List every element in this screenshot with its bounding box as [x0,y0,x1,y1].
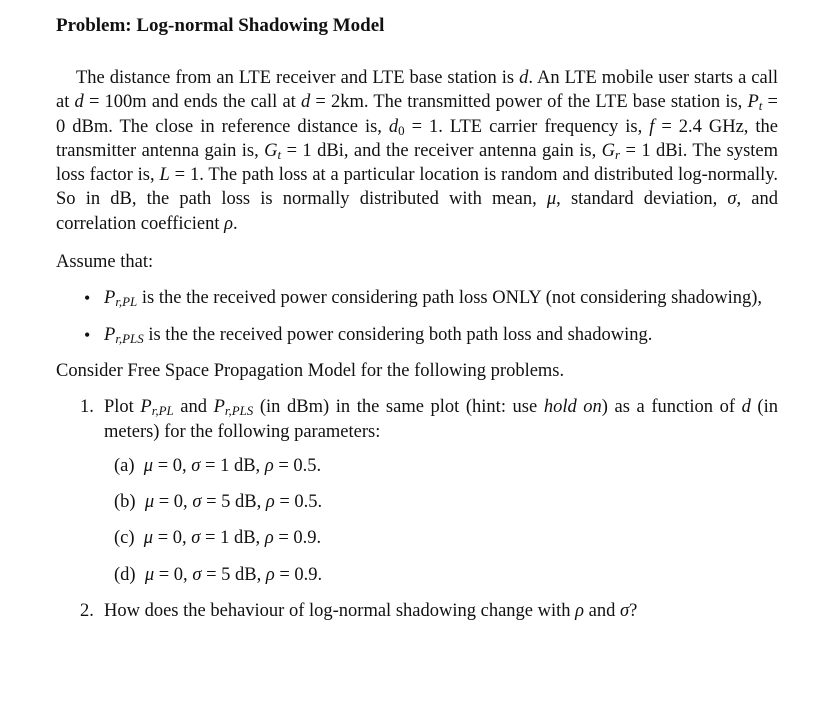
var-gr: G [601,140,615,161]
list-item [56,286,778,310]
var-mu: μ [546,189,557,210]
var-gt: G [264,140,278,161]
intro-text: = 1 dBi. The system loss factor is, [56,140,779,186]
list-item [104,490,778,514]
var-sigma: σ [192,492,202,513]
var-mu: μ [143,528,154,549]
var-d: d [74,92,84,113]
value-text: = 0, [153,455,192,476]
var-mu: μ [144,564,155,585]
var-pt-sub: t [758,98,763,114]
var-sigma: σ [727,189,737,210]
problem-text: and [584,601,620,622]
var-sigma: σ [191,528,201,549]
intro-paragraph [56,66,778,236]
intro-text: = 1. The path loss at a particular location is random and distributed log-normally. So in dB, the path loss is normally distributed with mean, [56,165,778,210]
var-p-sub: r,PLS [224,403,254,419]
value-text: = 0.5. [274,492,323,513]
intro-text: , and correlation coefficient [56,189,779,234]
var-d: d [741,397,751,418]
list-item [104,454,778,478]
var-p: P [104,324,116,345]
problem-text: (in dBm) in the same plot (hint: use [253,397,544,418]
bullet-icon: • [84,324,91,345]
var-sigma: σ [192,564,202,585]
problem-text: Plot [104,397,141,418]
sub-label: (b) [114,492,136,513]
list-item [56,323,778,347]
problem-2 [56,599,778,623]
sub-label: (c) [114,528,135,549]
var-rho: ρ [575,601,585,622]
problem-number: 1. [80,397,94,418]
intro-text: . An LTE mobile user starts a call at [56,68,778,113]
intro-text: The distance from an LTE receiver and LTE base station is [76,68,520,88]
list-item [104,526,778,550]
var-pt: P [747,92,759,113]
value-text: = 1 dB, [200,455,265,476]
assume-label: Assume that: [56,252,154,273]
sub-label: (d) [114,564,136,585]
problem-text: (in meters) for the following parameters: [104,397,778,442]
problem-text: How does the behaviour of log-normal shadowing change with [104,601,576,622]
var-rho: ρ [265,564,275,585]
intro-text: = 2km. The transmitted power of the LTE base station is, [310,92,748,113]
sub-label: (a) [114,455,135,476]
var-d: d [519,68,529,88]
problem-text: ) as a function of [601,397,742,418]
var-gt-sub: t [277,147,282,163]
var-p: P [213,397,225,418]
problem-number: 2. [80,601,94,622]
intro-text: . [233,213,238,234]
var-mu: μ [143,455,154,476]
var-rho: ρ [264,455,274,476]
document-page [56,14,778,623]
var-p: P [104,288,116,309]
value-text: = 0.9. [273,528,322,549]
var-l: L [159,165,170,186]
problem-text: and [173,397,214,418]
var-d0: d [388,116,399,137]
value-text: = 1 dB, [200,528,265,549]
var-sigma: σ [620,601,630,622]
intro-text: = 1. LTE carrier frequency is, [404,116,650,137]
var-rho: ρ [265,492,275,513]
bullet-text: is the the received power considering both path loss and shadowing. [143,324,653,345]
var-mu: μ [144,492,155,513]
intro-text: = 1 dBi, and the receiver antenna gain is, [281,140,602,161]
var-p-sub: r,PL [151,403,174,419]
var-sigma: σ [191,455,201,476]
var-d: d [300,92,311,113]
intro-text: , standard deviation, [556,189,728,210]
value-text: = 5 dB, [201,564,266,585]
var-p: P [140,397,152,418]
value-text: = 0, [153,528,192,549]
var-f: f [649,116,655,137]
value-text: = 0.9. [274,564,323,585]
problem-list [56,395,778,623]
problem-text: ? [629,601,638,622]
value-text: = 0, [154,492,193,513]
value-text: = 5 dB, [201,492,266,513]
assumption-list [56,286,778,347]
problem-1 [56,395,778,587]
intro-text: = 100m and ends the call at [83,92,301,113]
var-p-sub: r,PL [115,294,138,310]
list-item [104,563,778,587]
intro-text: = 0 dBm. The close in reference distance is, [56,92,778,137]
var-p-sub: r,PLS [115,330,144,346]
var-rho: ρ [264,528,274,549]
intro-text: = 2.4 GHz, the transmitter antenna gain is, [56,116,779,161]
value-text: = 0, [154,564,193,585]
hint-text: hold on [543,397,602,418]
bullet-icon: • [84,288,91,309]
problem-title: Problem: Log-normal Shadowing Model [56,15,385,36]
var-rho: ρ [224,213,234,234]
consider-text: Consider Free Space Propagation Model for the following problems. [56,360,565,381]
value-text: = 0.5. [273,455,322,476]
parameter-list [104,454,778,587]
var-gr-sub: r [615,147,621,163]
var-d0-sub: 0 [398,122,405,138]
bullet-text: is the the received power considering path loss ONLY (not considering shadowing), [137,288,763,309]
